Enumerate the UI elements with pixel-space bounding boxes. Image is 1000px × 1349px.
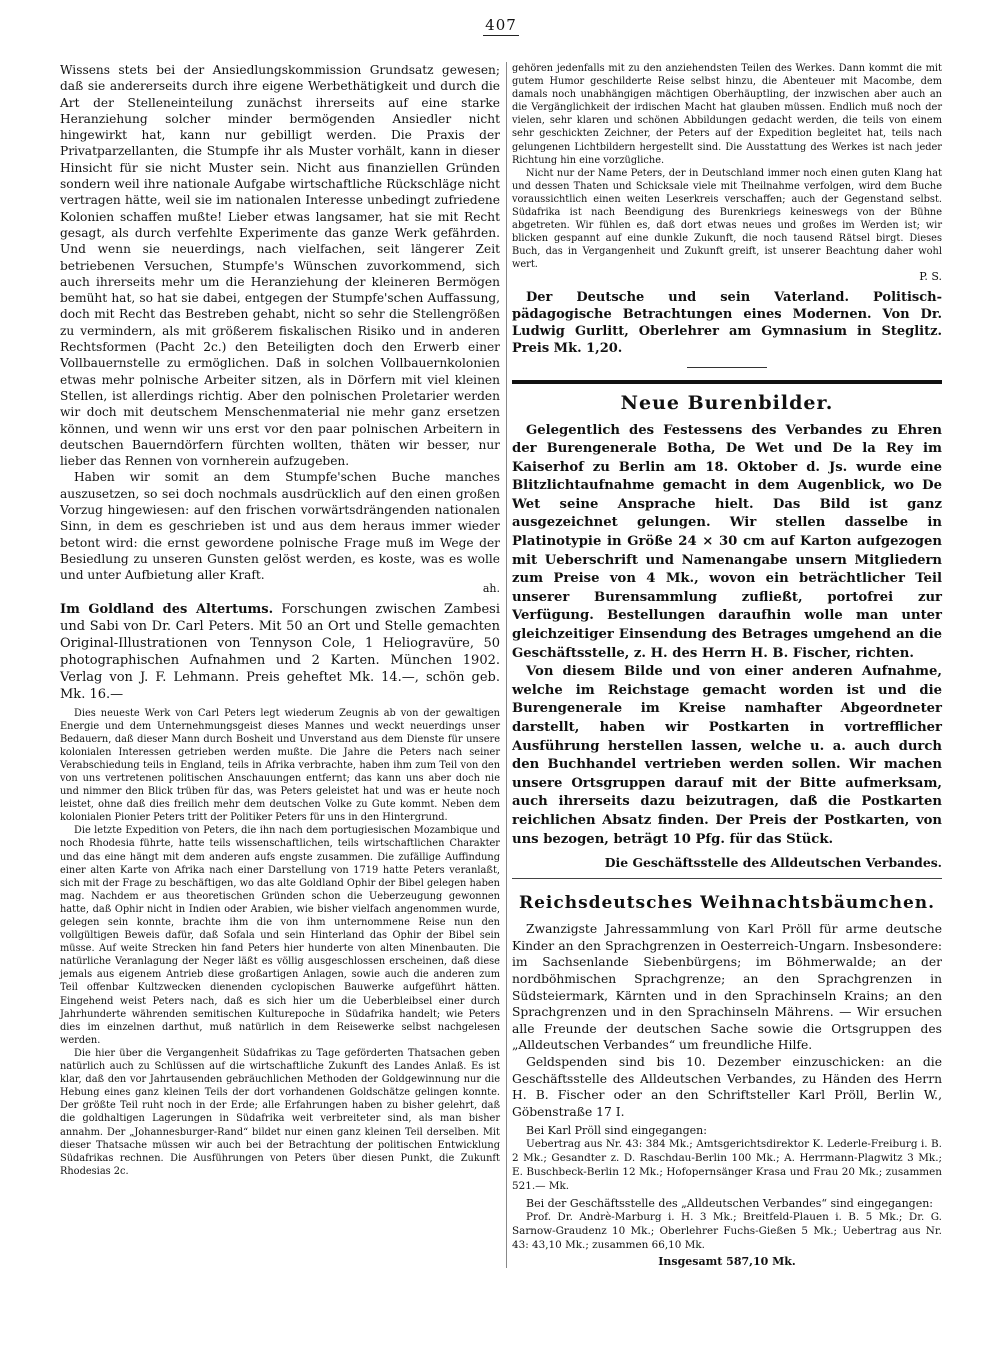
review-paragraph-1: Wissens stets bei der Ansiedlungskommission Grundsatz gewesen; daß sie andererseits durch ihre eigene Werbethätigkeit und durch die Art der Stelleneinteilung zunächst ihrerseits auf eine starke Heranziehung solcher minder bermögenden Ansiedler nicht hingewirkt hat, kann nur gebilligt werden. Die Praxis der Privatparzellanten, die Stumpfe ihr als Muster vorhält, kann in dieser Hinsicht für sie nicht Muster sein. Nicht aus finanziellen Gründen sondern weil ihre nationale Aufgabe wirtschaftliche Rückschläge nicht vertragen hätte, weil sie im nationalen Interesse unbedingt zufriedene Kolonien schaffen mußte! Lieber etwas langsamer, hat sie mit Recht gesagt, als durch verfehlte Experimente das ganze Werk gefährden. Und wenn sie neuerdings, nach vielfachen, seit längerer Zeit betriebenen Versuchen, Stumpfe's Wünschen zuvorkommend, sich auch ihrerseits mehr um die Heranziehung der kleineren Bermögen bemüht hat, so hat sie dabei, entgegen der Stumpfe'schen Auffassung, doch mit Recht das Bestreben gehabt, nicht so sehr die Stellengrößen zu vermindern, als mit größerem fiskalischen Risiko und in anderen Rechtsformen (Pacht 2c.) den Beteiligten doch den Erwerb einer Vollbauernstelle zu ermöglichen. Daß in solchen Vollbauernkolonien etwas mehr polnische Arbeiter sitzen, als in Dörfern mit viel kleinen Stellen, ist allerdings richtig. Aber den polnischen Proletarier werden wir doch mit deutschem Menschenmaterial nie mehr ganz ersetzen können, und wenn wir uns erst vor den paar polnischen Arbeitern in deutschen Bauerndörfern fürchten wollten, thäten wir besser, nur lieber das Rennen von vornherein aufzugeben. xyxy=(60,63,500,469)
book-entry-goldland xyxy=(60,601,500,703)
right-column xyxy=(512,62,942,1268)
section-title-burenbilder: Neue Burenbilder. xyxy=(620,391,834,414)
goldland-review-continued-2: Nicht nur der Name Peters, der in Deutschland immer noch einen guten Klang hat und dessen Thaten und Schicksale viele mit Theilnahme verfolgen, wird dem Buche voraussichtlich einen weiten Leserkreis verschaffen; auch der Gegenstand selbst. Südafrika ist nach Beendigung des Burenkriegs keineswegs von der Bühne abgetreten. Wir fühlen es, daß dort etwas neues und großes im Werden ist; wir blicken gespannt auf eine dunkle Zukunft, die noch tausend Rätsel birgt. Dieses Buch, das in Vergangenheit und Zukunft greift, ist unserer Beachtung daher wohl wert. xyxy=(512,167,942,271)
weihnacht-paragraph-1: Zwanzigste Jahressammlung von Karl Pröll für arme deutsche Kinder an den Sprachgrenzen in Oesterreich-Ungarn. Insbesondere: im Sachsenlande Siebenbürgens; im Böhmerwalde; an der nordböhmischen Sprachgrenze; an den Sprachgrenzen in Südsteiermark, Kärnten und in den Sprachinseln Krains; an den Sprachgrenzen und in den Sprachinseln Mährens. — Wir ersuchen alle Freunde der deutschen Sache sowie die Ortsgruppen des „Alldeutschen Verbandes“ um freundliche Hilfe. xyxy=(512,922,942,1053)
column-divider xyxy=(506,62,507,1268)
book-details-goldland: Forschungen zwischen Zambesi und Sabi von Dr. Carl Peters. Mit 50 an Ort und Stelle gemachten Original-Illustrationen von Tennyson Cole, 1 Heliogravüre, 50 photographischen Aufnahmen und 2 Karten. München 1902. Verlag von J. F. Lehmann. Preis geheftet Mk. 14.—, schön geb. Mk. 16.— xyxy=(60,601,500,702)
goldland-review-paragraph-1: Dies neueste Werk von Carl Peters legt wiederum Zeugnis ab von der gewaltigen Energie und dem Unternehmungsgeist dieses Mannes und weckt neuerdings unser Bedauern, daß dieser Mann durch Bosheit und Unverstand aus dem Dienste für unsere kolonialen Interessen getrieben werden mußte. Die Jahre die Peters nach seiner Verabschiedung teils in England, teils in Afrika verbrachte, haben ihm zum Teil von den von uns vertretenen politischen Anschauungen entfernt; das kann uns aber doch nie und nimmer den Blick trüben für das, was Peters geleistet hat und was er heute noch leistet, ohne daß dies freilich mehr dem deutschen Volke zu Gute kommt. Neben dem kolonialen Pionier Peters tritt der Politiker Peters für uns in den Hintergrund. xyxy=(60,707,500,824)
burenbilder-paragraph-2: Von diesem Bilde und von einer anderen Aufnahme, welche im Reichstage gemacht worden ist und die Burengenerale im Kreise namhafter Abgeordneter darstellt, haben wir Postkarten in vortrefflicher Ausführung herstellen lassen, welche u. a. auch durch den Buchhandel vertrieben werden sollen. Wir machen unsere Ortsgruppen darauf mit der Bitte aufmerksam, auch ihrerseits dazu beizutragen, daß die Postkarten reichlichen Absatz finden. Der Preis der Postkarten, von uns bezogen, beträgt 10 Pfg. für das Stück. xyxy=(512,664,942,847)
page-number: 407 xyxy=(60,14,942,36)
section-rule-thin xyxy=(512,878,942,879)
goldland-review-paragraph-3: Die hier über die Vergangenheit Südafrikas zu Tage geförderten Thatsachen geben natürlich auch zu Schlüssen auf die wirtschaftliche Zukunft des Landes Anlaß. Es ist klar, daß den vor Jahrtausenden gebräuchlichen Methoden der Goldgewinnung nur die Hebung eines ganz kleinen Teils der dort vorhandenen Goldschätze gelingen konnte. Der größte Teil ruht noch in der Erde; alle Erfahrungen haben zu bisher gelehrt, daß die goldhaltigen Lagerungen in Südafrika weit verbreiteter sind, als man bisher annahm. Der „Johannesburger-Rand“ bildet nur einen ganz kleinen Teil derselben. Mit dieser Thatsache müssen wir auch bei der Betrachtung der politischen Entwicklung Südafrikas rechnen. Die Ausführungen von Peters über diesen Punkt, die Zukunft Rhodesias 2c. xyxy=(60,1047,500,1177)
short-divider xyxy=(687,367,767,368)
donations-list-1-heading: Bei Karl Pröll sind eingegangen: xyxy=(526,1124,707,1138)
book-entry-vaterland: Der Deutsche und sein Vaterland. Politisch-pädagogische Betrachtungen eines Modernen. Von Dr. Ludwig Gurlitt, Oberlehrer am Gymnasium in Steglitz. Preis Mk. 1,20. xyxy=(512,289,942,356)
weihnacht-paragraph-2: Geldspenden sind bis 10. Dezember einzuschicken: an die Geschäftsstelle des Alldeutschen Verbandes, zu Händen des Herrn H. B. Fischer oder an den Schriftsteller Karl Pröll, Berlin W., Göbenstraße 17 I. xyxy=(512,1054,942,1119)
donations-list-1: Uebertrag aus Nr. 43: 384 Mk.; Amtsgerichtsdirektor K. Lederle-Freiburg i. B. 2 Mk.; Gesandter z. D. Raschdau-Berlin 100 Mk.; A. Herrmann-Plagwitz 3 Mk.; E. Buschbeck-Berlin 12 Mk.; Hofopernsänger Krasa und Frau 20 Mk.; zusammen 521.— Mk. xyxy=(512,1138,942,1192)
left-column xyxy=(60,62,500,1268)
goldland-review-paragraph-2: Die letzte Expedition von Peters, die ihn nach dem portugiesischen Mozambique und noch Rhodesia führte, hatte teils wissenschaftlichen, teils wirtschaftlichen Charakter und das eine hängt mit dem anderen aufs engste zusammen. Die zufällige Auffindung einer alten Karte von Afrika nach einer Darstellung von 1719 hatte Peters veranlaßt, sich mit der Frage zu beschäftigen, wo das alte Goldland Ophir der Bibel gelegen haben mag. Nachdem er aus theoretischen Gründen schon die Ueberzeugung gewonnen hatte, daß Ophir nicht in Indien oder Arabien, wie bisher vielfach angenommen wurde, gelegen sein konnte, brachte ihm die von ihm unternommene Reise nun den vollgültigen Beweis dafür, daß Sofala und sein Hinterland das Ophir der Bibel sein müsse. Auf weite Strecken hin fand Peters hier hunderte von alten Minenbauten. Die natürliche Veranlagung der Neger läßt es völlig ausgeschlossen erscheinen, daß diese jemals aus eigenem Antrieb diese großartigen Anlagen, sowie auch die anderen zum Teil offenbar Kultzwecken dienenden cyclopischen Bauwerke aufgeführt hätten. Eingehend weist Peters nach, daß es sich hier um die Ueberbleibsel einer durch Jahrhunderte währenden semitischen Kulturepoche in Südafrika handelt; wie Peters dies im einzelnen darthut, muß natürlich in dem Reisewerke selbst nachgelesen werden. xyxy=(60,825,500,1046)
book-title-goldland: Im Goldland des Altertums. xyxy=(60,601,274,617)
donations-total: Insgesamt 587,10 Mk. xyxy=(658,1254,796,1268)
two-column-layout xyxy=(60,62,942,1268)
goldland-review-signature: P. S. xyxy=(919,269,942,283)
donations-list-2-heading: Bei der Geschäftsstelle des „Alldeutschen Verbandes“ sind eingegangen: xyxy=(526,1197,933,1211)
burenbilder-paragraph-1: Gelegentlich des Festessens des Verbandes zu Ehren der Burengenerale Botha, De Wet und De la Rey im Kaiserhof zu Berlin am 18. Oktober d. Js. wurde eine Blitzlichtaufnahme gemacht in dem Augenblick, wo De Wet seine Ansprache hielt. Das Bild ist ganz ausgezeichnet gelungen. Wir stellen dasselbe in Platinotypie in Größe 24 × 30 cm auf Karton aufgezogen mit Ueberschrift und Namenangabe unsern Mitgliedern zum Preise von 4 Mk., wovon ein beträchtlicher Teil unserer Burensammlung zufließt, portofrei zur Verfügung. Bestellungen daraufhin wolle man unter gleichzeitiger Einsendung des Betrages umgehend an die Geschäftsstelle, z. H. des Herrn H. B. Fischer, richten. xyxy=(512,422,942,661)
donations-list-2: Prof. Dr. Andrè-Marburg i. H. 3 Mk.; Breitfeld-Plauen i. B. 5 Mk.; Dr. G. Sarnow-Graudenz 10 Mk.; Oberlehrer Fuchs-Gießen 5 Mk.; Uebertrag aus Nr. 43: 43,10 Mk.; zusammen 66,10 Mk. xyxy=(512,1211,942,1252)
review-signature: ah. xyxy=(482,581,500,595)
section-title-weihnacht: Reichsdeutsches Weihnachtsbäumchen. xyxy=(518,893,936,914)
section-rule-thick xyxy=(512,380,942,384)
burenbilder-signature: Die Geschäftsstelle des Alldeutschen Verbandes. xyxy=(604,855,942,871)
goldland-review-continued-1: gehören jedenfalls mit zu den anziehendsten Teilen des Werkes. Dann kommt die mit gutem Humor geschilderte Reise selbst hinzu, die Abenteuer mit Macombe, dem damals noch unabhängigen mächtigen Oberhäuptling, der inzwischen aber auch an die Vergänglichkeit der irdischen Macht hat glauben müssen. Endlich muß noch der vielen, sehr klaren und schönen Abbildungen gedacht werden, die teils von einem sehr geschickten Zeichner, der Peters auf der Expedition begleitet hat, teils nach gelungenen Lichtbildern hergestellt sind. Die Ausstattung des Werkes ist nach jeder Richtung hin eine vorzügliche. xyxy=(512,63,942,166)
review-paragraph-2: Haben wir somit an dem Stumpfe'schen Buche manches auszusetzen, so sei doch nochmals ausdrücklich auf den einen großen Vorzug hingewiesen: auf den frischen vorwärtsdrängenden nationalen Sinn, in dem es geschrieben ist und aus dem heraus immer wieder betont wird: die ernst gewordene polnische Frage muß im Wege der Besiedlung zu unseren Gunsten gelöst werden, es koste, was es wolle und unter Aufbietung aller Kraft. xyxy=(60,470,500,583)
